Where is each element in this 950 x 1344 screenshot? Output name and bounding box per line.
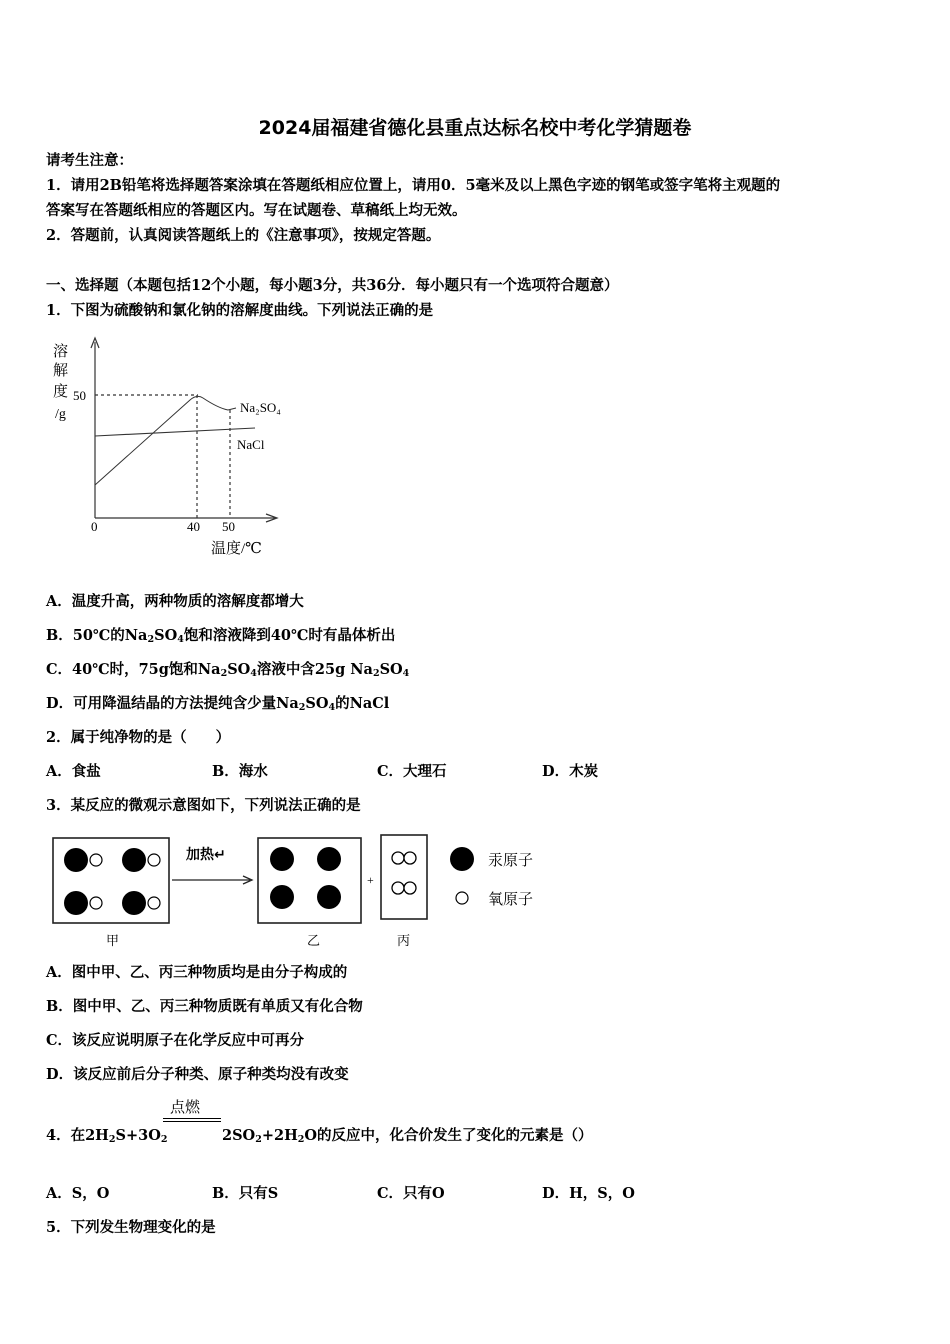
q4-option-d: D．H，S，O — [542, 1185, 635, 1202]
q1-stem: 1．下图为硫酸钠和氯化钠的溶解度曲线。下列说法正确的是 — [46, 302, 434, 319]
series-na2so4-label: Na₂SO₄ — [240, 400, 281, 415]
legend-hg-label: 汞原子 — [488, 851, 534, 869]
q1-option-a: A．温度升高，两种物质的溶解度都增大 — [46, 593, 304, 610]
notice-line1: 1．请用2B铅笔将选择题答案涂填在答题纸相应位置上，请用0．5毫米及以上黑色字迹的钢笔或签字笔将主观题的 — [46, 177, 781, 194]
y-label-4: /g — [55, 407, 66, 422]
o2-molecules — [392, 852, 416, 894]
q4-equals-line — [163, 1118, 221, 1122]
y-label-2: 解 — [53, 363, 69, 379]
q2-stem: 2．属于纯净物的是（ ） — [46, 729, 231, 746]
solubility-chart — [40, 330, 340, 570]
q4-condition: 点燃 — [170, 1098, 201, 1116]
plus-sign: + — [367, 873, 374, 887]
box-bing — [381, 835, 427, 919]
notice-line2: 2．答题前，认真阅读答题纸上的《注意事项》，按规定答题。 — [46, 227, 441, 244]
hgo-molecules — [64, 848, 160, 915]
q2-option-a: A．食盐 — [46, 763, 101, 780]
q4-option-b: B．只有S — [212, 1185, 279, 1202]
notice-line1-cont: 答案写在答题纸相应的答题区内。写在试题卷、草稿纸上均无效。 — [46, 202, 467, 219]
na2so4-curve — [95, 396, 236, 485]
q2-option-b: B．海水 — [212, 763, 268, 780]
series-nacl-label: NaCl — [237, 437, 265, 452]
x-axis-label: 温度/℃ — [211, 541, 262, 557]
y-label-3: 度 — [53, 384, 69, 400]
nacl-curve — [95, 428, 255, 436]
reaction-diagram — [50, 828, 570, 953]
label-jia: 甲 — [106, 934, 120, 949]
label-bing: 丙 — [397, 934, 411, 949]
q4-stem-right: $2SO_2+2H_2O$的反应中，化合价发生了变化的元素是（） — [222, 1127, 593, 1145]
q2-option-d: D．木炭 — [542, 763, 599, 780]
q3-option-d: D．该反应前后分子种类、原子种类均没有改变 — [46, 1066, 349, 1083]
q4-stem-left: 4．在$2H_2S+3O_2$ — [46, 1127, 168, 1145]
legend-o-label: 氧原子 — [488, 890, 534, 908]
arrow-label: 加热↵ — [186, 847, 226, 863]
legend-o-icon — [456, 892, 468, 904]
page-title: 2024届福建省德化县重点达标名校中考化学猜题卷 — [258, 117, 692, 139]
q1-option-d: D．可用降温结晶的方法提纯含少量$Na_2SO_4$的NaCl — [46, 695, 390, 713]
q5-stem: 5．下列发生物理变化的是 — [46, 1219, 216, 1236]
label-yi: 乙 — [307, 934, 321, 949]
hg-atoms — [270, 847, 341, 909]
q3-stem: 3．某反应的微观示意图如下，下列说法正确的是 — [46, 797, 361, 814]
q1-option-c: C．40℃时，75g饱和$Na_2SO_4$溶液中含25g $Na_2SO_4$ — [46, 661, 410, 679]
q2-option-c: C．大理石 — [377, 763, 447, 780]
section-heading: 一、选择题（本题包括12个小题，每小题3分，共36分．每小题只有一个选项符合题意） — [46, 277, 619, 294]
x-tick-40: 40 — [187, 519, 200, 534]
q4-option-a: A．S，O — [46, 1185, 110, 1202]
q3-option-a: A．图中甲、乙、丙三种物质均是由分子构成的 — [46, 964, 348, 981]
q4-option-c: C．只有O — [377, 1185, 445, 1202]
q3-option-c: C．该反应说明原子在化学反应中可再分 — [46, 1032, 305, 1049]
notice-heading: 请考生注意： — [46, 152, 133, 169]
legend-hg-icon — [450, 847, 474, 871]
q3-option-b: B．图中甲、乙、丙三种物质既有单质又有化合物 — [46, 998, 363, 1015]
x-tick-50: 50 — [222, 519, 235, 534]
x-tick-0: 0 — [91, 519, 98, 534]
y-label-1: 溶 — [53, 344, 69, 360]
q1-option-b: B．50℃的$Na_2SO_4$饱和溶液降到40℃时有晶体析出 — [46, 627, 396, 645]
y-tick-50: 50 — [73, 388, 86, 403]
